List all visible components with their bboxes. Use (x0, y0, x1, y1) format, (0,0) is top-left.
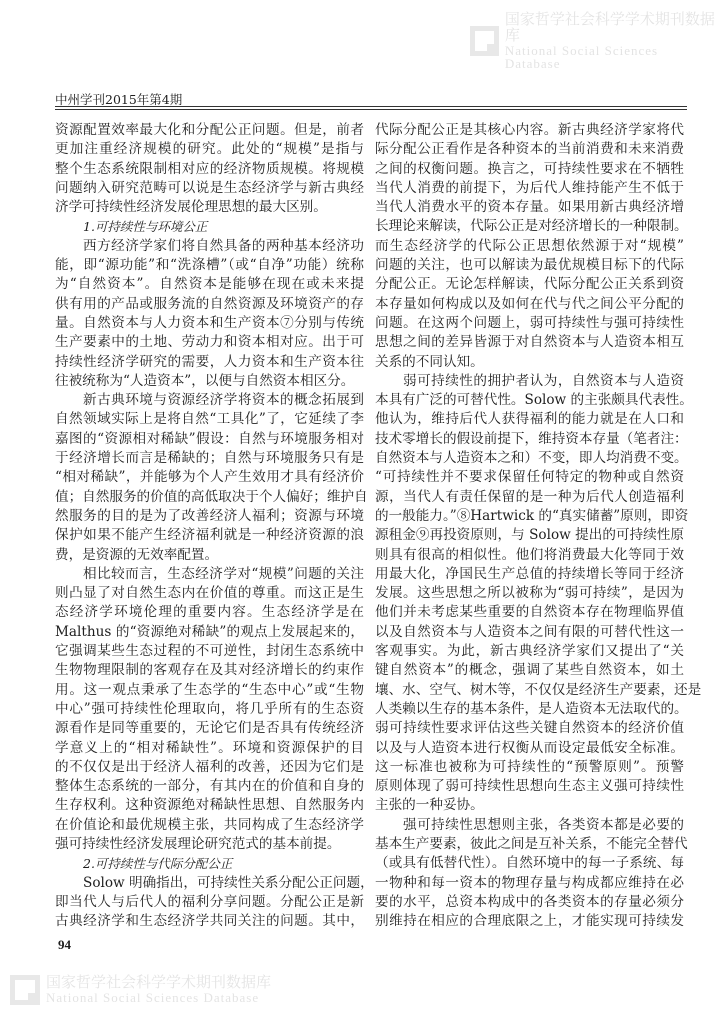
text-line: 的一般能力。”⑧Hartwick 的“真实储蓄”原则，即资 (375, 507, 689, 524)
text-line: 际分配公正看作是各种资本的当前消费和未来消费 (375, 141, 684, 158)
text-line: 问题。在这两个问题上，弱可持续性与强可持续性 (375, 314, 684, 331)
text-line: 生产要素中的土地、劳动力和资本相对应。出于可 (55, 334, 364, 351)
text-line: 则凸显了对自然生态内在价值的尊重。而这正是生 (55, 585, 364, 602)
text-line: 则具有很高的相似性。他们将消费最大化等同于效 (375, 546, 684, 563)
text-line: 源看作是同等重要的，无论它们是否具有传统经济 (55, 720, 364, 737)
text-line: 代际分配公正是其核心内容。新古典经济学家将代 (375, 122, 684, 138)
text-line: 本存量如何构成以及如何在代与代之间公平分配的 (375, 295, 684, 312)
text-line: 壤、水、空气、树木等，不仅仅是经济生产要素，还是 (375, 681, 702, 698)
text-line: 弱可持续性要求评估这些关键自然资本的经济价值 (375, 720, 684, 737)
text-line: “相对稀缺”，并能够为个人产生效用才具有经济价 (55, 469, 364, 486)
database-logo-icon (10, 975, 40, 1005)
text-line: 这一标准也被称为可持续性的“预警原则”。预警 (375, 758, 684, 775)
text-line: 源，当代人有责任保留的是一种为后代人创造福利 (375, 488, 684, 505)
text-line: 量。自然资本与人力资本和生产资本⑦分别与传统 (55, 314, 364, 331)
text-line: 要的水平，总资本构成中的各类资本的存量必须分 (375, 893, 684, 910)
text-line: Malthus 的“资源绝对稀缺”的观点上发展起来的， (55, 623, 364, 640)
text-line: 源租金⑨再投资原则，与 Solow 提出的可持续性原 (375, 527, 684, 544)
text-line: 西方经济学家们将自然具备的两种基本经济功 (83, 237, 364, 254)
text-line: 客观事实。为此，新古典经济学家们又提出了“关 (375, 643, 684, 660)
text-line: 在价值论和最优规模主张，共同构成了生态经济学 (55, 816, 364, 833)
text-line: 问题的关注，也可以解读为最优规模目标下的代际 (375, 257, 684, 274)
section-heading: 2.可持续性与代际分配公正 (83, 856, 233, 872)
text-line: 值；自然服务的价值的高低取决于个人偏好；维护自 (55, 488, 368, 505)
text-line: 整个生态系统限制相对应的经济物质规模。将规模 (55, 160, 364, 177)
text-line: 弱可持续性的拥护者认为，自然资本与人造资 (403, 372, 684, 389)
watermark-cn: 国家哲学社会科学学术期刊数据库 (504, 10, 715, 44)
text-line: 主张的一种妥协。 (375, 797, 484, 814)
text-line: 保护如果不能产生经济福利就是一种经济资源的浪 (55, 527, 364, 544)
text-line: 济学可持续性经济发展伦理思想的最大区别。 (55, 199, 327, 216)
text-line: 一物种和每一资本的物理存量与构成都应维持在必 (375, 874, 684, 891)
text-line: 资源配置效率最大化和分配公正问题。但是，前者 (55, 122, 364, 138)
text-line: 整体生态系统的一部分，有其内在的价值和自身的 (55, 778, 364, 795)
database-watermark-logo-top (470, 12, 717, 71)
text-line: 中心”强可持续性伦理取向，将几乎所有的生态资 (55, 700, 364, 717)
text-line: 发展。这些思想之所以被称为“弱可持续”，是因为 (375, 585, 684, 602)
text-line: 以及自然资本与人造资本之间有限的可替代性这一 (375, 623, 684, 640)
text-line: 嘉图的“资源相对稀缺”假设：自然与环境服务相对 (55, 430, 364, 447)
text-line: 能，即“源功能”和“洗涤槽”（或“自净”功能）统称 (55, 257, 364, 274)
text-line: 即当代人与后代人的福利分享问题。分配公正是新 (55, 893, 364, 910)
text-line: 基本生产要素，彼此之间是互补关系，不能完全替代 (375, 835, 688, 852)
text-line: 以及与人造资本进行权衡从而设定最低安全标准。 (375, 739, 684, 756)
text-line: 他们并未考虑某些重要的自然资本存在物理临界值 (375, 604, 684, 621)
right-column (375, 121, 702, 931)
text-line: 古典经济学和生态经济学共同关注的问题。其中， (55, 913, 364, 930)
text-line: 人类赖以生存的基本条件，是人造资本无法取代的。 (375, 700, 688, 717)
text-line: 新古典环境与资源经济学将资本的概念拓展到 (83, 392, 364, 409)
text-line: 生物物理限制的客观存在及其对经济增长的约束作 (55, 662, 364, 679)
text-line: Solow 明确指出，可持续性关系分配公正问题， (83, 874, 374, 891)
text-line: 键自然资本”的概念，强调了某些自然资本，如土 (375, 662, 684, 679)
text-line: 别维持在相应的合理底限之上，才能实现可持续发 (375, 913, 684, 930)
text-line: 当代人消费水平的资本存量。如果用新古典经济增 (375, 199, 684, 216)
text-line: 强可持续性思想则主张，各类资本都是必要的 (403, 816, 684, 833)
text-line: 费，是资源的无效率配置。 (55, 546, 219, 563)
text-line: 自然资本与人造资本之和）不变，即人均消费不变。 (375, 450, 688, 467)
text-line: 之间的权衡问题。换言之，可持续性要求在不牺牲 (375, 160, 684, 177)
text-line: 生存权利。这种资源绝对稀缺性思想、自然服务内 (55, 797, 364, 814)
left-column (55, 121, 374, 931)
text-line: 态经济学环境伦理的重要内容。生态经济学是在 (55, 604, 364, 621)
watermark-en: National Social Sciences Database (504, 42, 659, 72)
text-line: 技术零增长的假设前提下，维持资本存量（笔者注： (375, 430, 688, 447)
text-line: 相比较而言，生态经济学对“规模”问题的关注 (83, 565, 364, 582)
header-rule (55, 106, 687, 110)
text-line: 当代人消费的前提下，为后代人维持能产生不低于 (375, 179, 684, 196)
text-line: 而生态经济学的代际公正思想依然源于对“规模” (375, 237, 684, 254)
text-line: 持续性经济学研究的需要，人力资本和生产资本往 (55, 353, 364, 370)
page-number: 94 (58, 937, 71, 952)
text-line: 长理论来解读，代际公正是对经济增长的一种限制。 (375, 218, 688, 235)
database-watermark-logo-bottom (10, 975, 271, 1005)
text-line: 为“自然资本”。自然资本是能够在现在或未来提 (55, 276, 364, 293)
text-line: 思想之间的差异皆源于对自然资本与人造资本相互 (375, 334, 684, 351)
text-line: “可持续性并不要求保留任何特定的物种或自然资 (375, 469, 684, 486)
text-line: 它强调某些生态过程的不可逆性，封闭生态系统中 (55, 643, 364, 660)
running-head: 中州学刊2015年第4期 (55, 92, 183, 107)
section-heading: 1.可持续性与环境公正 (83, 219, 208, 235)
database-logo-icon (470, 26, 499, 56)
text-line: 关系的不同认知。 (375, 353, 484, 370)
text-line: 他认为，维持后代人获得福利的能力就是在人口和 (375, 411, 684, 428)
text-line: 问题纳入研究范畴可以说是生态经济学与新古典经 (55, 179, 364, 196)
watermark-cn: 国家哲学社会科学学术期刊数据库 (46, 973, 272, 992)
text-line: 用。这一观点秉承了生态学的“生态中心”或“生物 (55, 681, 364, 698)
text-line: 于经济增长而言是稀缺的；自然与环境服务只有是 (55, 450, 364, 467)
text-line: 强可持续性经济发展理论研究范式的基本前提。 (55, 835, 341, 852)
text-line: 自然领域实际上是将自然“工具化”了，它延续了李 (55, 411, 364, 428)
text-line: 学意义上的“相对稀缺性”。环境和资源保护的目 (55, 739, 364, 756)
text-line: 的不仅仅是出于经济人福利的改善，还因为它们是 (55, 758, 364, 775)
watermark-en: National Social Sciences Database (46, 990, 260, 1006)
text-line: （或具有低替代性）。自然环境中的每一子系统、每 (375, 855, 684, 872)
text-line: 本具有广泛的可替代性。Solow 的主张颇具代表性。 (375, 392, 693, 409)
text-line: 供有用的产品或服务流的自然资源及环境资产的存 (55, 295, 364, 312)
text-line: 分配公正。无论怎样解读，代际分配公正关系到资 (375, 276, 684, 293)
text-line: 更加注重经济规模的研究。此处的“规模”是指与 (55, 141, 364, 158)
text-line: 用最大化，净国民生产总值的持续增长等同于经济 (375, 565, 684, 582)
text-line: 然服务的目的是为了改善经济人福利；资源与环境 (55, 507, 364, 524)
text-line: 原则体现了弱可持续性思想向生态主义强可持续性 (375, 778, 684, 795)
text-line: 往被统称为“人造资本”，以便与自然资本相区分。 (55, 372, 355, 389)
